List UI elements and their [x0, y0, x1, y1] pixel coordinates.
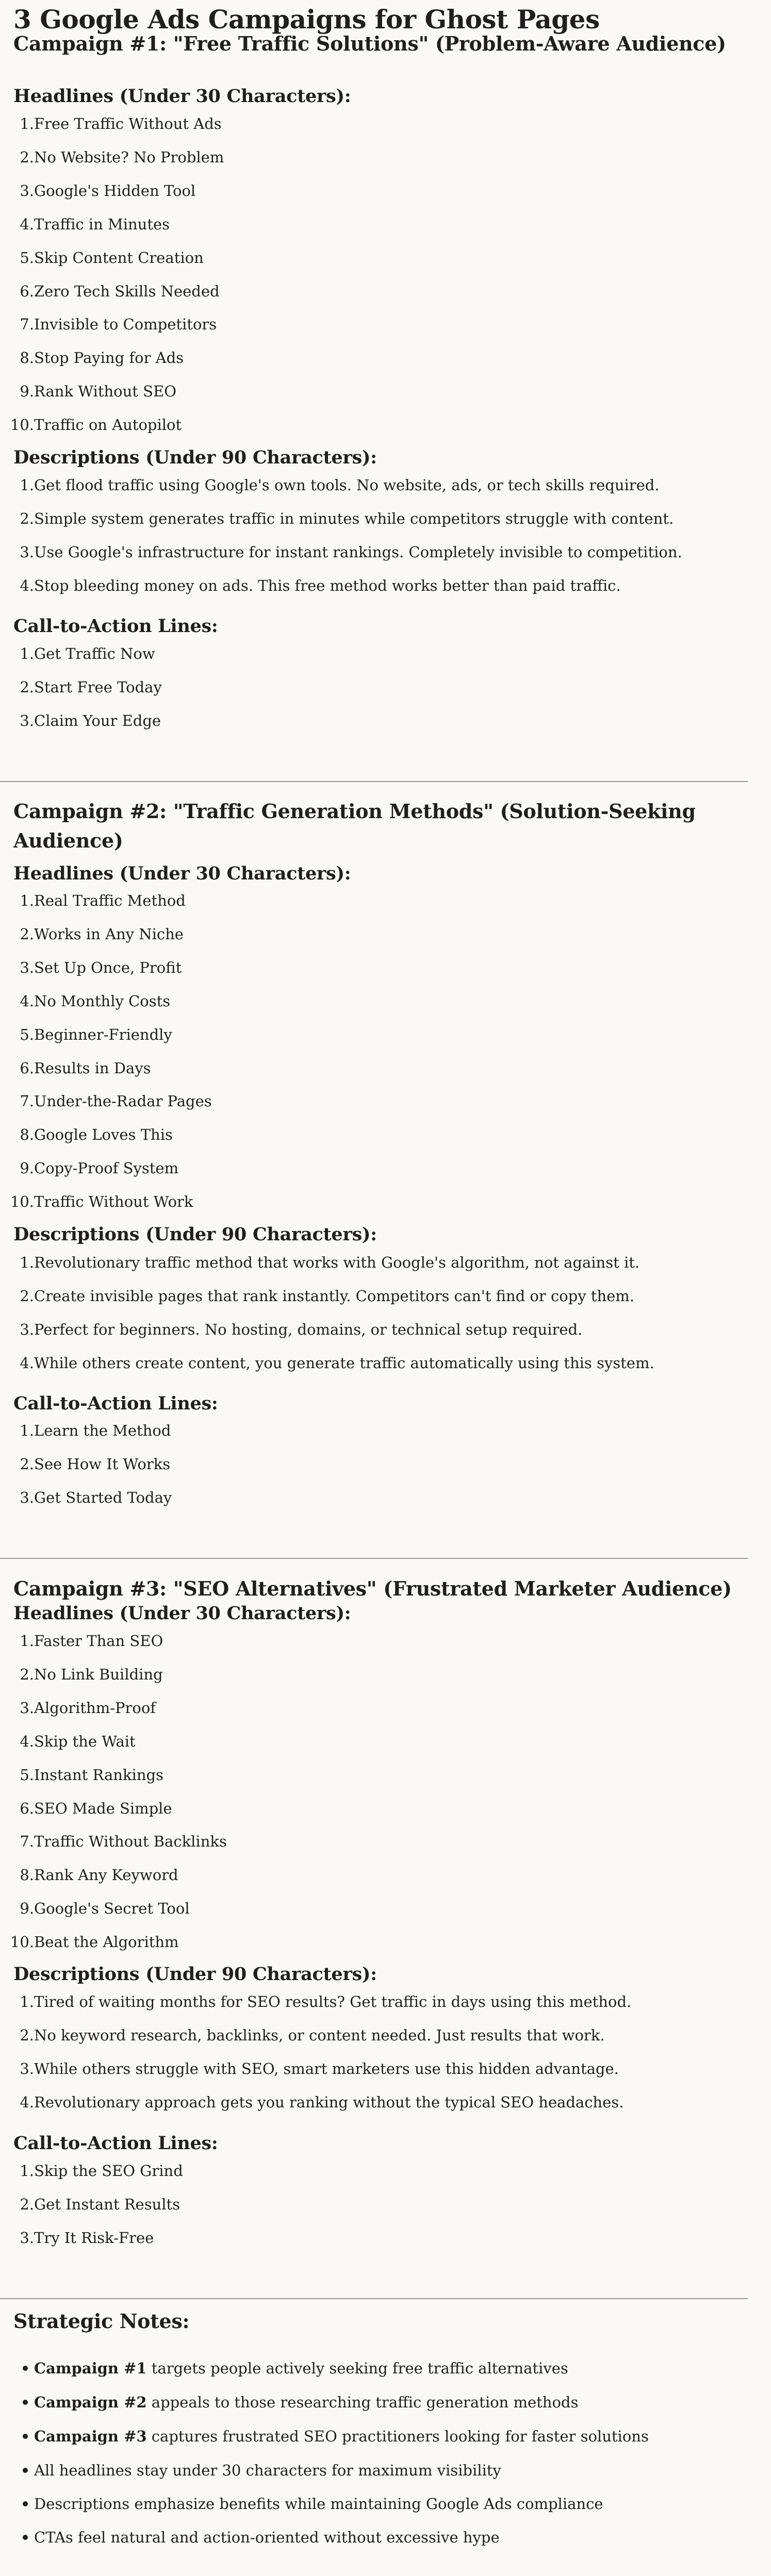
description-item	[0, 1250, 753, 1275]
headline-text: SEO Made Simple	[34, 1800, 172, 1817]
note-text	[34, 2355, 568, 2381]
note-item	[0, 2355, 753, 2381]
description-text: Create invisible pages that rank instantly. Competitors can't find or copy them.	[34, 1287, 635, 1305]
campaign-1-descriptions-heading: Descriptions (Under 90 Characters):	[13, 447, 377, 468]
description-text: No keyword research, backlinks, or content needed. Just results that work.	[34, 2026, 605, 2044]
list-number: 3.	[20, 712, 34, 729]
description-text: Tired of waiting months for SEO results? Get traffic in days using this method.	[34, 1993, 632, 2010]
list-number: 7.	[20, 1833, 34, 1850]
note-item	[0, 2491, 753, 2517]
list-number: 5.	[20, 1766, 34, 1784]
description-text: While others create content, you generate traffic automatically using this system.	[34, 1354, 654, 1372]
bullet-icon	[23, 2434, 28, 2439]
headline-text: Traffic Without Work	[34, 1193, 193, 1210]
headline-item	[0, 1695, 753, 1721]
headline-text: Instant Rankings	[34, 1766, 163, 1784]
headline-item	[0, 378, 753, 404]
headline-item	[0, 921, 753, 947]
list-number: 1.	[20, 645, 34, 662]
campaign-3-headlines-heading: Headlines (Under 30 Characters):	[13, 1603, 351, 1624]
description-item	[0, 2022, 753, 2048]
campaign-3-cta-heading: Call-to-Action Lines:	[13, 2133, 218, 2154]
headline-text: Real Traffic Method	[34, 892, 186, 909]
strategic-notes-heading: Strategic Notes:	[13, 2309, 190, 2333]
bullet-icon	[23, 2468, 28, 2473]
cta-text: See How It Works	[34, 1455, 171, 1473]
headline-text: Skip Content Creation	[34, 249, 204, 267]
headline-text: Algorithm-Proof	[34, 1699, 156, 1717]
list-number: 9.	[20, 1900, 34, 1917]
note-item	[0, 2423, 753, 2449]
list-number: 8.	[20, 1866, 34, 1884]
headline-text: Rank Without SEO	[34, 383, 176, 400]
cta-text: Try It Risk-Free	[34, 2229, 154, 2247]
list-number: 3.	[20, 2229, 34, 2247]
description-text: Get flood traffic using Google's own tools. No website, ads, or tech skills required.	[34, 476, 660, 494]
campaign-2-cta-heading: Call-to-Action Lines:	[13, 1393, 218, 1414]
note-campaign-label: Campaign #2	[34, 2394, 147, 2411]
headline-text: Set Up Once, Profit	[34, 959, 182, 976]
list-number: 8.	[20, 349, 34, 367]
bullet-icon	[23, 2400, 28, 2405]
campaign-1-title: Campaign #1: "Free Traffic Solutions" (Problem-Aware Audience)	[13, 32, 726, 55]
note-description: Descriptions emphasize benefits while maintaining Google Ads compliance	[34, 2495, 603, 2513]
description-item	[0, 1989, 753, 2015]
headline-item	[0, 955, 753, 980]
cta-item	[0, 674, 753, 700]
list-number: 4.	[20, 577, 34, 594]
list-number: 1.	[20, 892, 34, 909]
list-number: 2.	[20, 148, 34, 166]
description-text: Simple system generates traffic in minutes while competitors struggle with content.	[34, 510, 674, 527]
description-text: Use Google's infrastructure for instant rankings. Completely invisible to competition.	[34, 543, 682, 561]
headline-text: Invisible to Competitors	[34, 315, 217, 333]
headline-item	[0, 1189, 753, 1215]
headline-text: Works in Any Niche	[34, 925, 184, 943]
headline-item	[0, 144, 753, 170]
headline-item	[0, 1829, 753, 1854]
list-number: 4.	[20, 1733, 34, 1750]
list-number: 7.	[20, 1092, 34, 1110]
list-number: 2.	[20, 2026, 34, 2044]
description-text: While others struggle with SEO, smart marketers use this hidden advantage.	[34, 2060, 619, 2078]
list-number: 5.	[20, 1026, 34, 1043]
cta-item	[0, 708, 753, 734]
cta-item	[0, 641, 753, 667]
list-number: 2.	[20, 510, 34, 527]
headline-text: Google's Secret Tool	[34, 1900, 190, 1917]
list-number: 3.	[20, 1699, 34, 1717]
headline-text: Rank Any Keyword	[34, 1866, 178, 1884]
headline-text: Traffic on Autopilot	[34, 416, 182, 434]
list-number: 4.	[20, 992, 34, 1010]
headline-item	[0, 1661, 753, 1687]
section-divider	[0, 2298, 748, 2299]
note-item	[0, 2524, 753, 2550]
note-item	[0, 2457, 753, 2483]
list-number: 4.	[20, 215, 34, 233]
description-item	[0, 539, 753, 565]
headline-item	[0, 1022, 753, 1048]
list-number: 1.	[20, 1254, 34, 1271]
headline-item	[0, 1055, 753, 1081]
headline-item	[0, 278, 753, 304]
headline-text: Under-the-Radar Pages	[34, 1092, 212, 1110]
cta-text: Get Traffic Now	[34, 645, 155, 662]
list-number: 2.	[20, 1287, 34, 1305]
note-text	[34, 2457, 501, 2483]
list-number: 3.	[20, 959, 34, 976]
cta-item	[0, 2225, 753, 2251]
section-divider	[0, 781, 748, 782]
description-text: Revolutionary approach gets you ranking without the typical SEO headaches.	[34, 2093, 624, 2111]
list-number: 1.	[20, 1993, 34, 2010]
headline-item	[0, 111, 753, 137]
headline-text: Skip the Wait	[34, 1733, 136, 1750]
headline-item	[0, 1088, 753, 1114]
list-number: 6.	[20, 1059, 34, 1077]
headline-text: Google's Hidden Tool	[34, 182, 196, 200]
cta-text: Claim Your Edge	[34, 712, 161, 729]
page-title: 3 Google Ads Campaigns for Ghost Pages	[13, 4, 600, 35]
campaign-2-title: Campaign #2: "Traffic Generation Methods" (Solution-Seeking Audience)	[13, 800, 696, 852]
list-number: 8.	[20, 1126, 34, 1143]
headline-text: No Website? No Problem	[34, 148, 224, 166]
headline-item	[0, 888, 753, 913]
note-description: CTAs feel natural and action-oriented without excessive hype	[34, 2529, 500, 2546]
list-number: 2.	[20, 1666, 34, 1683]
list-number: 5.	[20, 249, 34, 267]
headline-text: No Link Building	[34, 1666, 163, 1683]
list-number: 10.	[10, 1193, 34, 1210]
cta-text: Get Instant Results	[34, 2196, 181, 2213]
headline-item	[0, 1628, 753, 1654]
headline-item	[0, 1929, 753, 1955]
list-number: 3.	[20, 1321, 34, 1338]
note-text	[34, 2423, 649, 2449]
description-item	[0, 1317, 753, 1342]
bullet-icon	[23, 2535, 28, 2540]
list-number: 6.	[20, 1800, 34, 1817]
list-number: 10.	[10, 416, 34, 434]
headline-text: Free Traffic Without Ads	[34, 115, 222, 132]
headline-item	[0, 245, 753, 271]
cta-text: Learn the Method	[34, 1422, 171, 1439]
campaign-1-headlines-heading: Headlines (Under 30 Characters):	[13, 86, 351, 107]
description-text: Revolutionary traffic method that works with Google's algorithm, not against it.	[34, 1254, 640, 1271]
list-number: 10.	[10, 1933, 34, 1951]
list-number: 1.	[20, 1422, 34, 1439]
description-item	[0, 1283, 753, 1309]
cta-text: Start Free Today	[34, 678, 162, 696]
description-text: Perfect for beginners. No hosting, domains, or technical setup required.	[34, 1321, 583, 1338]
headline-text: Beat the Algorithm	[34, 1933, 179, 1951]
headline-item	[0, 1122, 753, 1148]
note-description: captures frustrated SEO practitioners looking for faster solutions	[146, 2428, 649, 2445]
campaign-1-cta-heading: Call-to-Action Lines:	[13, 616, 218, 637]
note-text	[34, 2491, 603, 2517]
list-number: 9.	[20, 1159, 34, 1177]
list-number: 2.	[20, 678, 34, 696]
headline-item	[0, 412, 753, 438]
headline-text: Results in Days	[34, 1059, 151, 1077]
headline-item	[0, 345, 753, 371]
cta-item	[0, 1451, 753, 1477]
cta-text: Skip the SEO Grind	[34, 2162, 183, 2180]
headline-text: Stop Paying for Ads	[34, 349, 184, 367]
bullet-icon	[23, 2366, 28, 2371]
list-number: 2.	[20, 2196, 34, 2213]
list-number: 1.	[20, 2162, 34, 2180]
description-item	[0, 1350, 753, 1376]
list-number: 3.	[20, 1489, 34, 1506]
campaign-2-descriptions-heading: Descriptions (Under 90 Characters):	[13, 1224, 377, 1245]
note-item	[0, 2389, 753, 2415]
headline-item	[0, 311, 753, 337]
headline-text: Copy-Proof System	[34, 1159, 179, 1177]
note-description: targets people actively seeking free traffic alternatives	[146, 2359, 568, 2377]
headline-item	[0, 1155, 753, 1181]
note-description: All headlines stay under 30 characters for maximum visibility	[34, 2462, 501, 2479]
list-number: 1.	[20, 115, 34, 132]
headline-item	[0, 211, 753, 237]
description-item	[0, 2089, 753, 2115]
list-number: 3.	[20, 543, 34, 561]
section-divider	[0, 1558, 748, 1559]
note-campaign-label: Campaign #1	[34, 2359, 147, 2377]
headline-item	[0, 1862, 753, 1888]
cta-item	[0, 2158, 753, 2184]
list-number: 3.	[20, 182, 34, 200]
headline-text: Traffic in Minutes	[34, 215, 170, 233]
headline-text: No Monthly Costs	[34, 992, 171, 1010]
cta-item	[0, 2191, 753, 2217]
note-text	[34, 2524, 500, 2550]
list-number: 9.	[20, 383, 34, 400]
description-item	[0, 472, 753, 498]
headline-item	[0, 1896, 753, 1921]
campaign-3-title: Campaign #3: "SEO Alternatives" (Frustrated Marketer Audience)	[13, 1577, 732, 1600]
cta-text: Get Started Today	[34, 1489, 172, 1506]
note-campaign-label: Campaign #3	[34, 2428, 147, 2445]
headline-text: Faster Than SEO	[34, 1632, 163, 1650]
campaign-3-descriptions-heading: Descriptions (Under 90 Characters):	[13, 1964, 377, 1985]
list-number: 1.	[20, 1632, 34, 1650]
headline-text: Beginner-Friendly	[34, 1026, 172, 1043]
note-text	[34, 2389, 578, 2415]
list-number: 1.	[20, 476, 34, 494]
headline-item	[0, 1796, 753, 1821]
headline-item	[0, 988, 753, 1014]
list-number: 6.	[20, 282, 34, 300]
headline-text: Traffic Without Backlinks	[34, 1833, 227, 1850]
list-number: 4.	[20, 1354, 34, 1372]
bullet-icon	[23, 2501, 28, 2506]
headline-item	[0, 1762, 753, 1788]
description-item	[0, 2056, 753, 2082]
list-number: 2.	[20, 925, 34, 943]
headline-item	[0, 1729, 753, 1754]
description-item	[0, 506, 753, 531]
note-description: appeals to those researching traffic generation methods	[146, 2394, 579, 2411]
headline-text: Zero Tech Skills Needed	[34, 282, 220, 300]
list-number: 7.	[20, 315, 34, 333]
description-text: Stop bleeding money on ads. This free method works better than paid traffic.	[34, 577, 621, 594]
headline-item	[0, 178, 753, 204]
headline-text: Google Loves This	[34, 1126, 173, 1143]
list-number: 4.	[20, 2093, 34, 2111]
campaign-2-headlines-heading: Headlines (Under 30 Characters):	[13, 863, 351, 884]
list-number: 2.	[20, 1455, 34, 1473]
cta-item	[0, 1418, 753, 1443]
cta-item	[0, 1485, 753, 1510]
description-item	[0, 573, 753, 599]
list-number: 3.	[20, 2060, 34, 2078]
